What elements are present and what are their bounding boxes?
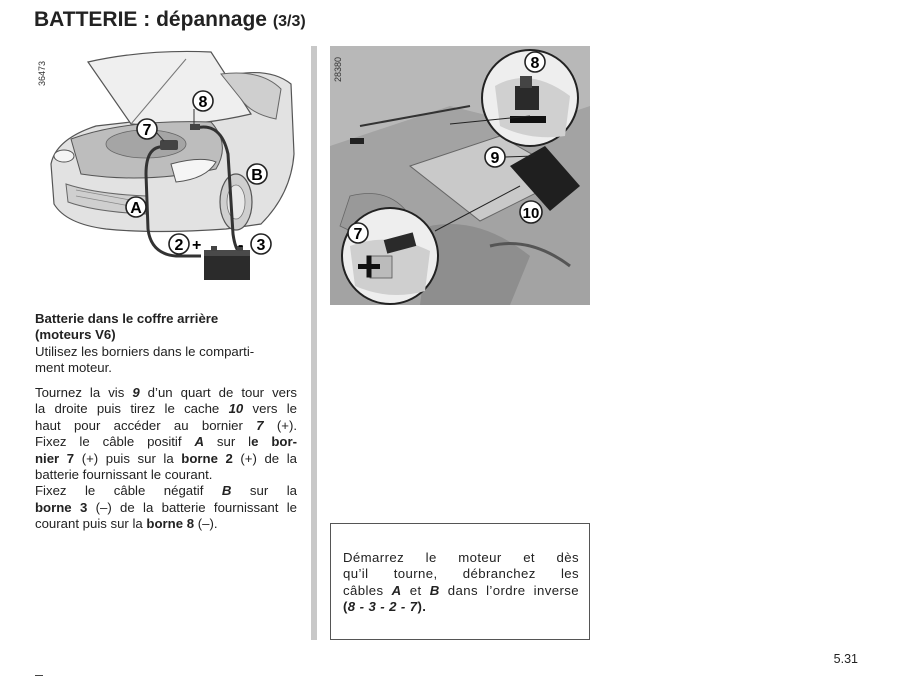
callout-A-label: A xyxy=(130,200,142,217)
callout-8 xyxy=(525,52,545,72)
callout-7 xyxy=(348,223,368,243)
callout-7-label: 7 xyxy=(142,122,152,139)
note-box xyxy=(330,523,590,640)
figure-left-ref-code: 36473 xyxy=(37,60,47,86)
section-heading xyxy=(35,311,297,377)
positive-terminal-sign-v xyxy=(367,256,372,278)
instr-line-4: Fixez le câble positif A sur le bor- xyxy=(35,434,298,450)
callout-B-label: B xyxy=(251,167,263,184)
note-text xyxy=(343,550,579,616)
callout-8-label: 8 xyxy=(530,55,540,72)
figure-right-ref-code: 28380 xyxy=(333,56,343,82)
callout-A xyxy=(126,197,146,217)
callout-3 xyxy=(238,234,271,254)
instr-line-1: Tournez la vis 9 d’un quart de tour vers xyxy=(35,385,297,400)
instr-line-5: nier 7 (+) puis sur la borne 2 (+) de la xyxy=(35,450,297,466)
page-number: 5.31 xyxy=(833,652,858,666)
callout-2-label: 2 xyxy=(174,237,184,254)
callout-B xyxy=(247,164,267,184)
section-heading-line2: (moteurs V6) xyxy=(35,327,116,343)
section-intro-line1: Utilisez les borniers dans le comparti- xyxy=(35,343,255,359)
page-title xyxy=(34,8,306,32)
callout-7-label: 7 xyxy=(353,226,363,243)
instr-line-8: borne 3 (–) de la batterie fournissant le xyxy=(35,499,297,515)
page-title-main: BATTERIE : dépannage xyxy=(34,8,267,31)
note-line-4: (8 - 3 - 2 - 7). xyxy=(343,599,427,615)
figure-car-jump-start xyxy=(36,44,304,294)
figure-engine-bay-terminals xyxy=(330,46,590,305)
instructions-paragraph xyxy=(35,385,297,533)
instr-line-9: courant puis sur la borne 8 (–). xyxy=(35,516,218,532)
section-intro-line2: ment moteur. xyxy=(35,360,112,376)
callout-2 xyxy=(169,234,201,254)
column-divider xyxy=(311,46,317,640)
positive-sign: + xyxy=(192,237,202,254)
note-line-2: qu’il tourne, débranchez les xyxy=(343,566,579,582)
note-line-3: câbles A et B dans l’ordre inverse xyxy=(343,582,579,598)
callout-8-label: 8 xyxy=(198,94,208,111)
callout-9-label: 9 xyxy=(490,150,500,167)
section-heading-line1: Batterie dans le coffre arrière xyxy=(35,311,219,326)
callout-10 xyxy=(520,201,542,223)
instr-line-2: la droite puis tirez le cache 10 vers le xyxy=(35,401,297,417)
note-line-1: Démarrez le moteur et dès xyxy=(343,550,579,565)
callout-3-label: 3 xyxy=(256,237,266,254)
negative-sign: - xyxy=(238,237,244,254)
page-title-sub: (3/3) xyxy=(272,13,306,30)
car-jump-start-illustration xyxy=(36,44,304,294)
engine-bay-illustration xyxy=(330,46,590,305)
callout-10-label: 10 xyxy=(522,205,540,222)
instr-line-3: haut pour accéder au bornier 7 (+). xyxy=(35,417,298,433)
instr-line-7: Fixez le câble négatif B sur la xyxy=(35,483,297,499)
instr-line-6: batterie fournissant le courant. xyxy=(35,467,213,483)
